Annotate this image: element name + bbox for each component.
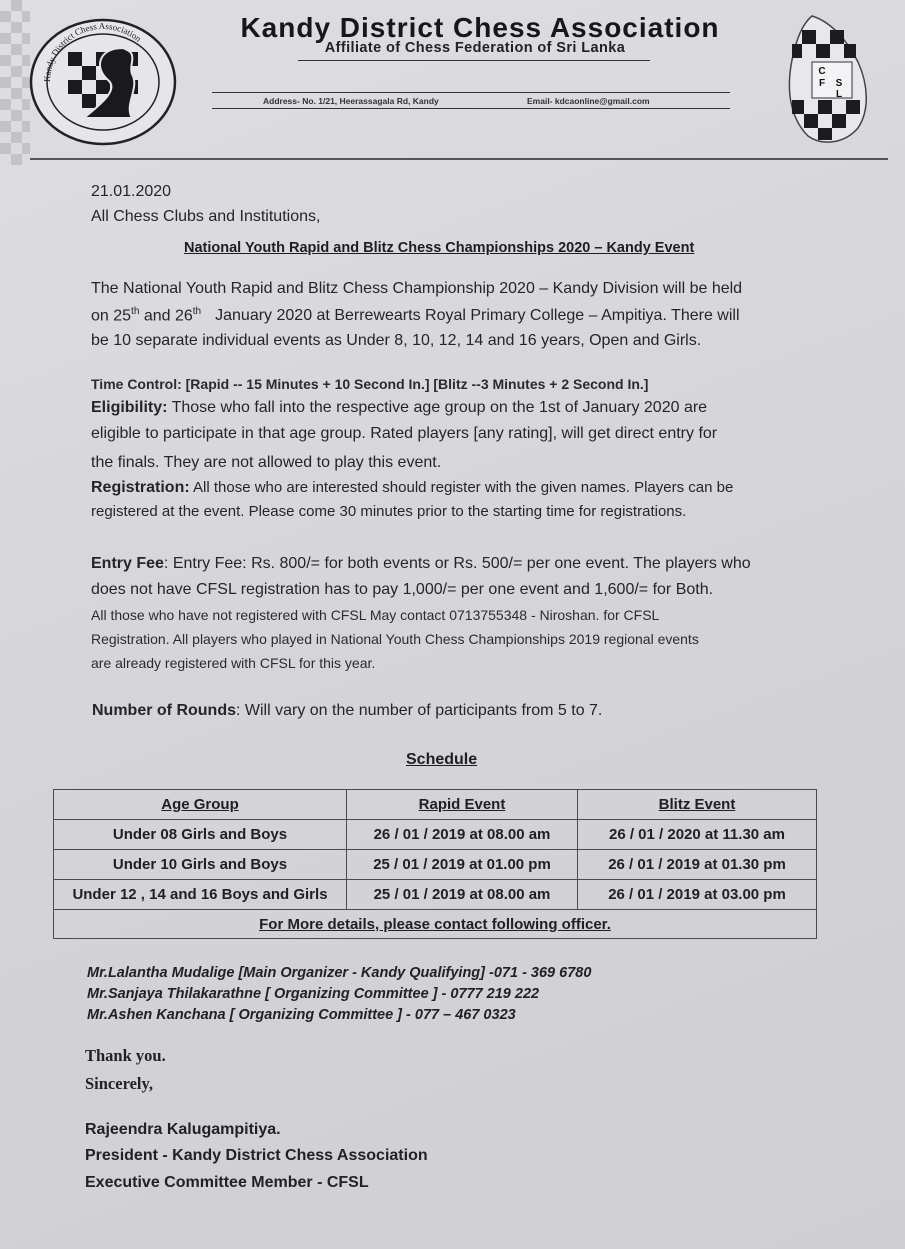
checkerboard-decoration: [0, 0, 30, 165]
rapid-event-cell: 26 / 01 / 2019 at 08.00 am: [347, 820, 578, 850]
logo-ring-text: Kandy District Chess Association: [41, 20, 144, 83]
age-group-cell: Under 12 , 14 and 16 Boys and Girls: [54, 880, 347, 910]
signatory-title-2: Executive Committee Member - CFSL: [85, 1174, 369, 1191]
contact-note: For More details, please contact following officer.: [54, 910, 817, 939]
blitz-event-cell: 26 / 01 / 2019 at 01.30 pm: [578, 850, 817, 880]
rounds-line: Number of Rounds: Will vary on the number of participants from 5 to 7.: [92, 702, 603, 719]
affiliate-line: Affiliate of Chess Federation of Sri Lanka: [324, 40, 626, 56]
intro-line-2: on 25th and 26th January 2020 at Berrewearts Royal Primary College – Ampitiya. There will: [91, 306, 740, 325]
intro-line-1: The National Youth Rapid and Blitz Chess Championship 2020 – Kandy Division will be held: [91, 280, 743, 297]
letter-date: 21.01.2020: [91, 183, 172, 200]
signatory-name: Rajeendra Kalugampitiya.: [85, 1121, 281, 1138]
closing-sincerely: Sincerely,: [85, 1074, 153, 1093]
registration-label: Registration:: [91, 479, 190, 496]
cfsl-logo: [782, 10, 872, 148]
intro-line-3: be 10 separate individual events as Under 8, 10, 12, 14 and 16 years, Open and Girls.: [91, 332, 702, 349]
closing-thanks: Thank you.: [85, 1046, 166, 1065]
registration-line-1: Registration: All those who are interested should register with the given names. Players can be: [91, 479, 734, 496]
organization-name: Kandy District Chess Association: [240, 12, 720, 43]
entry-fee-line-2: does not have CFSL registration has to pay 1,000/= per one event and 1,600/= for Both.: [91, 581, 714, 598]
eligibility-line-1: Eligibility: Those who fall into the respective age group on the 1st of January 2020 are: [91, 399, 708, 416]
eligibility-line-3: the finals. They are not allowed to play this event.: [91, 454, 442, 471]
eligibility-line-2: eligible to participate in that age group. Rated players [any rating], will get direct entry for: [91, 425, 718, 442]
entry-fee-line-3: All those who have not registered with CFSL May contact 0713755348 - Niroshan. for CFSL: [91, 607, 660, 623]
logo-letter-f: F: [818, 78, 826, 89]
entry-fee-line-5: are already registered with CFSL for this year.: [91, 655, 376, 671]
age-group-cell: Under 08 Girls and Boys: [54, 820, 347, 850]
schedule-heading: Schedule: [406, 751, 478, 768]
blitz-event-cell: 26 / 01 / 2019 at 03.00 pm: [578, 880, 817, 910]
schedule-header-row: [54, 790, 817, 820]
address-text: Address- No. 1/21, Heerassagala Rd, Kandy: [263, 96, 439, 106]
letter-subject: National Youth Rapid and Blitz Chess Championships 2020 – Kandy Event: [184, 240, 695, 256]
officer-3: Mr.Ashen Kanchana [ Organizing Committee ] - 077 – 467 0323: [87, 1007, 516, 1023]
logo-letter-l: L: [835, 89, 843, 100]
time-control: Time Control: [Rapid -- 15 Minutes + 10 Second In.] [Blitz --3 Minutes + 2 Second In.]: [91, 376, 649, 392]
entry-fee-line-4: Registration. All players who played in National Youth Chess Championships 2019 regional events: [91, 631, 699, 647]
table-row: [54, 820, 817, 850]
signatory-title-1: President - Kandy District Chess Association: [85, 1147, 428, 1164]
rounds-label: Number of Rounds: [92, 702, 236, 719]
schedule-table: [53, 789, 817, 939]
age-group-cell: Under 10 Girls and Boys: [54, 850, 347, 880]
entry-fee-label: Entry Fee: [91, 555, 164, 572]
association-logo: [28, 18, 178, 146]
blitz-event-cell: 26 / 01 / 2020 at 11.30 am: [578, 820, 817, 850]
logo-letter-s: S: [835, 78, 843, 89]
column-header-blitz: Blitz Event: [578, 790, 817, 820]
letter-recipient: All Chess Clubs and Institutions,: [91, 208, 321, 225]
address-rule-top: [212, 92, 730, 93]
table-row: [54, 880, 817, 910]
entry-fee-line-1: Entry Fee: Entry Fee: Rs. 800/= for both events or Rs. 500/= per one event. The players who: [91, 555, 751, 572]
column-header-age-group: Age Group: [54, 790, 347, 820]
officer-1: Mr.Lalantha Mudalige [Main Organizer - Kandy Qualifying] -071 - 369 6780: [87, 965, 592, 981]
logo-letter-c: C: [818, 66, 826, 77]
affiliate-underline: [298, 60, 650, 61]
registration-line-2: registered at the event. Please come 30 minutes prior to the starting time for registrations.: [91, 503, 687, 520]
rapid-event-cell: 25 / 01 / 2019 at 08.00 am: [347, 880, 578, 910]
column-header-rapid: Rapid Event: [347, 790, 578, 820]
rapid-event-cell: 25 / 01 / 2019 at 01.00 pm: [347, 850, 578, 880]
contact-note-row: [54, 910, 817, 939]
address-rule-bottom: [212, 108, 730, 109]
eligibility-label: Eligibility:: [91, 399, 168, 416]
header-divider: [30, 158, 888, 160]
email-text: Email- kdcaonline@gmail.com: [527, 96, 650, 106]
table-row: [54, 850, 817, 880]
officer-2: Mr.Sanjaya Thilakarathne [ Organizing Committee ] - 0777 219 222: [87, 986, 540, 1002]
